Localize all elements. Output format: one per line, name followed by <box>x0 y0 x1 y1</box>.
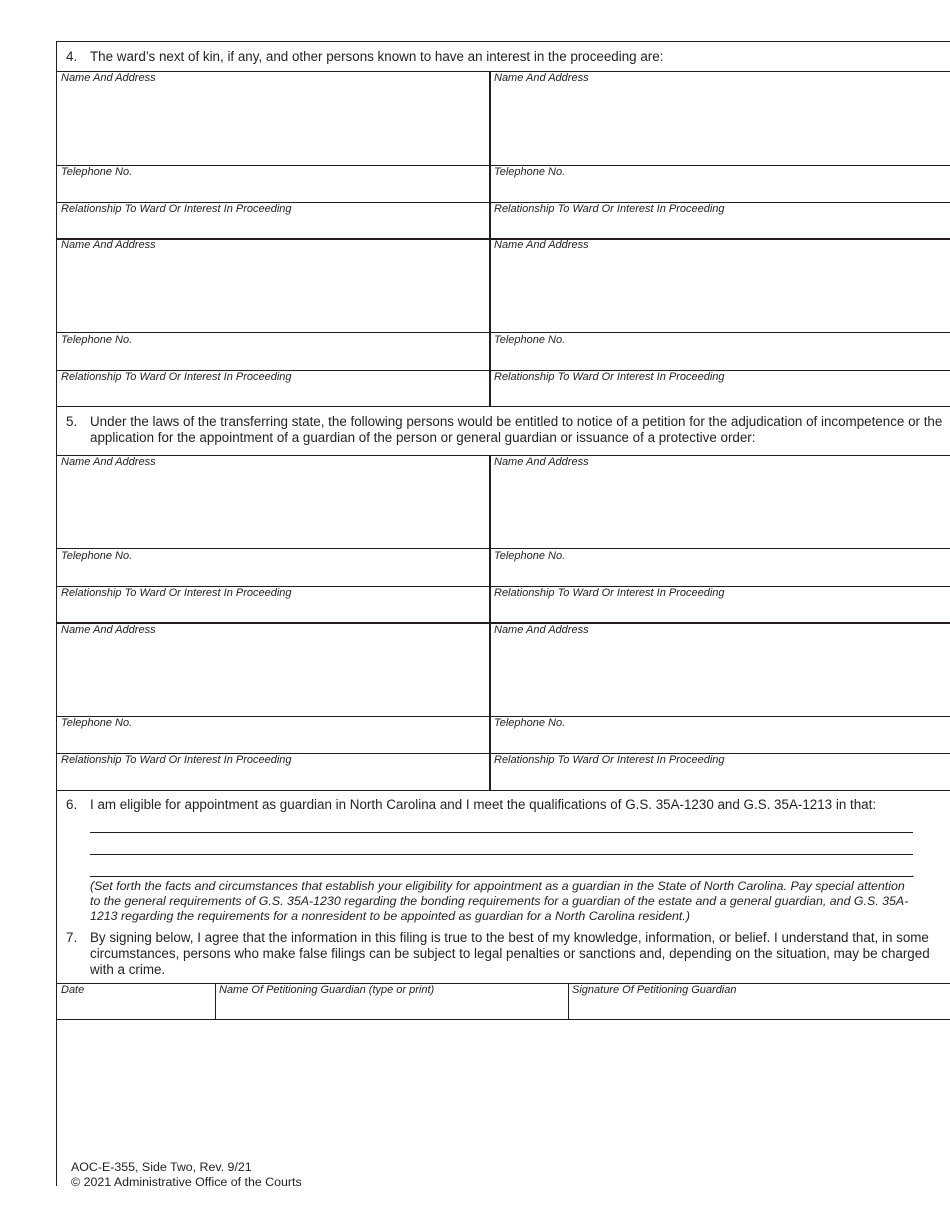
section-7-number: 7. <box>66 930 78 945</box>
s5-a-right-name-address-field[interactable]: Name And Address <box>494 456 589 468</box>
section-7-text: By signing below, I agree that the information in this filing is true to the best of my knowledge, information, or belief. I understand that, in some circumstances, persons who make false filings can be subject to legal penalties or sanctions and, depending on the situation, may be charged with a crime. <box>90 930 930 977</box>
column-divider <box>489 455 491 791</box>
s5-b-right-relationship-field[interactable]: Relationship To Ward Or Interest In Proceeding <box>494 754 725 766</box>
section-6-text: I am eligible for appointment as guardian in North Carolina and I meet the qualifications of G.S. 35A-1230 and G.S. 35A-1213 in that: <box>90 797 877 812</box>
s4-a-left-telephone-field[interactable]: Telephone No. <box>61 166 133 178</box>
section-6-number: 6. <box>66 797 78 812</box>
s4-a-right-name-address-field[interactable]: Name And Address <box>494 72 589 84</box>
s5-b-right-telephone-field[interactable]: Telephone No. <box>494 717 566 729</box>
s5-a-right-relationship-field[interactable]: Relationship To Ward Or Interest In Proceeding <box>494 587 725 599</box>
s5-a-left-relationship-field[interactable]: Relationship To Ward Or Interest In Proceeding <box>61 587 292 599</box>
answer-trailing-period: . <box>911 865 915 880</box>
s4-b-right-relationship-field[interactable]: Relationship To Ward Or Interest In Proceeding <box>494 371 725 383</box>
date-field[interactable]: Date <box>61 984 85 996</box>
s5-b-left-relationship-field[interactable]: Relationship To Ward Or Interest In Proceeding <box>61 754 292 766</box>
s5-a-right-telephone-field[interactable]: Telephone No. <box>494 550 566 562</box>
section-4-number: 4. <box>66 49 78 64</box>
s5-a-left-telephone-field[interactable]: Telephone No. <box>61 550 133 562</box>
eligibility-answer-line-2[interactable] <box>90 854 913 855</box>
column-divider <box>215 983 216 1020</box>
s4-b-right-telephone-field[interactable]: Telephone No. <box>494 334 566 346</box>
divider <box>57 983 950 984</box>
s5-b-left-name-address-field[interactable]: Name And Address <box>61 624 156 636</box>
form-id: AOC-E-355, Side Two, Rev. 9/21 <box>71 1160 252 1174</box>
s4-a-right-relationship-field[interactable]: Relationship To Ward Or Interest In Proceeding <box>494 203 725 215</box>
column-divider <box>489 71 491 407</box>
copyright: © 2021 Administrative Office of the Courts <box>71 1175 302 1189</box>
s4-b-left-name-address-field[interactable]: Name And Address <box>61 239 156 251</box>
section-5-number: 5. <box>66 414 78 429</box>
eligibility-answer-line-3[interactable] <box>90 876 913 877</box>
s5-b-right-name-address-field[interactable]: Name And Address <box>494 624 589 636</box>
s4-a-left-name-address-field[interactable]: Name And Address <box>61 72 156 84</box>
column-divider <box>568 983 569 1020</box>
form-side-two <box>56 41 950 1186</box>
divider <box>57 1019 950 1020</box>
s4-a-right-telephone-field[interactable]: Telephone No. <box>494 166 566 178</box>
s4-a-left-relationship-field[interactable]: Relationship To Ward Or Interest In Proceeding <box>61 203 292 215</box>
divider <box>57 406 950 407</box>
eligibility-answer-line-1[interactable] <box>90 832 913 833</box>
s5-a-left-name-address-field[interactable]: Name And Address <box>61 456 156 468</box>
divider <box>57 332 950 333</box>
section-6-instructions: (Set forth the facts and circumstances that establish your eligibility for appointment as a guardian in the State of North Carolina. Pay special attention to the general requirements of G.S. 35A-1230 regarding the bonding requirements for a guardian of the estate and a general guardian, and G.S. 35A-1213 regarding the requirements for a nonresident to be appointed as guardian for a North Carolina resident.) <box>90 879 909 923</box>
s4-b-right-name-address-field[interactable]: Name And Address <box>494 239 589 251</box>
divider <box>57 790 950 791</box>
section-5-text: Under the laws of the transferring state, the following persons would be entitled to notice of a petition for the adjudication of incompetence or the application for the appointment of a guardian of the person or general guardian or issuance of a protective order: <box>90 414 943 445</box>
divider <box>57 548 950 549</box>
s4-b-left-relationship-field[interactable]: Relationship To Ward Or Interest In Proceeding <box>61 371 292 383</box>
guardian-name-field[interactable]: Name Of Petitioning Guardian (type or print) <box>219 984 435 996</box>
s5-b-left-telephone-field[interactable]: Telephone No. <box>61 717 133 729</box>
guardian-signature-field[interactable]: Signature Of Petitioning Guardian <box>572 984 737 996</box>
s4-b-left-telephone-field[interactable]: Telephone No. <box>61 334 133 346</box>
section-4-text: The ward’s next of kin, if any, and other persons known to have an interest in the proceeding are: <box>90 49 664 64</box>
